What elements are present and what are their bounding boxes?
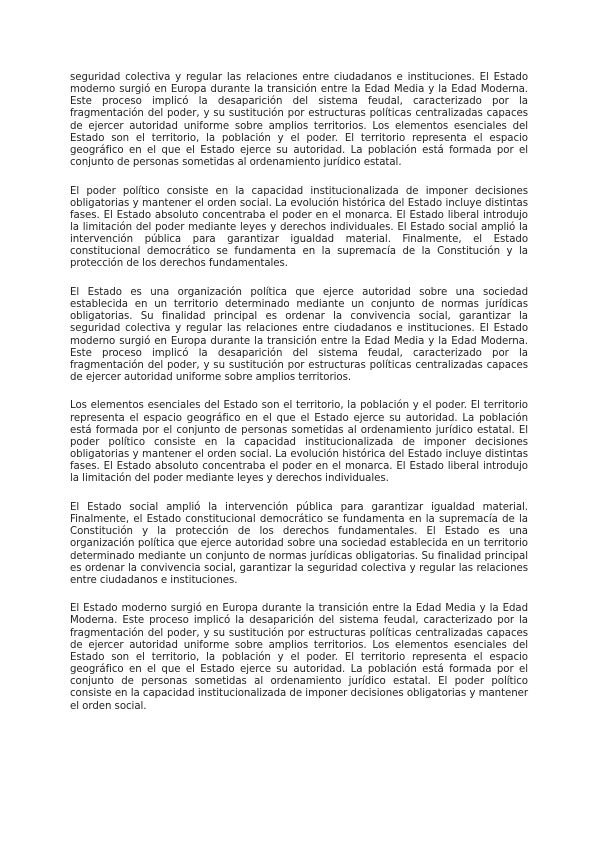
- paragraph-6: El Estado moderno surgió en Europa durante la transición entre la Edad Media y la Edad Moderna. Este proceso implicó la desaparición del sistema feudal, caracterizado por la fragmentación del poder, y su sustitución por estructuras políticas centralizadas capaces de ejercer autoridad uniforme sobre amplios territorios. Los elementos esenciales del Estado son el territorio, la población y el poder. El territorio representa el espacio geográfico en el que el Estado ejerce su autoridad. La población está formada por el conjunto de personas sometidas al ordenamiento jurídico estatal. El poder político consiste en la capacidad institucionalizada de imponer decisiones obligatorias y mantener el orden social.: [70, 603, 528, 712]
- paragraph-5: El Estado social amplió la intervención pública para garantizar igualdad material. Finalmente, el Estado constitucional democrático se fundamenta en la supremacía de la Constitución y la protección de los derechos fundamentales. El Estado es una organización política que ejerce autoridad sobre una sociedad establecida en un territorio determinado mediante un conjunto de normas jurídicas obligatorias. Su finalidad principal es ordenar la convivencia social, garantizar la seguridad colectiva y regular las relaciones entre ciudadanos e instituciones.: [70, 501, 528, 586]
- document-page: [70, 72, 528, 713]
- paragraph-2: El poder político consiste en la capacidad institucionalizada de imponer decisiones obligatorias y mantener el orden social. La evolución histórica del Estado incluye distintas fases. El Estado absoluto concentraba el poder en el monarca. El Estado liberal introdujo la limitación del poder mediante leyes y derechos individuales. El Estado social amplió la intervención pública para garantizar igualdad material. Finalmente, el Estado constitucional democrático se fundamenta en la supremacía de la Constitución y la protección de los derechos fundamentales.: [70, 185, 528, 270]
- paragraph-4: Los elementos esenciales del Estado son el territorio, la población y el poder. El territorio representa el espacio geográfico en el que el Estado ejerce su autoridad. La población está formada por el conjunto de personas sometidas al ordenamiento jurídico estatal. El poder político consiste en la capacidad institucionalizada de imponer decisiones obligatorias y mantener el orden social. La evolución histórica del Estado incluye distintas fases. El Estado absoluto concentraba el poder en el monarca. El Estado liberal introdujo la limitación del poder mediante leyes y derechos individuales.: [70, 400, 528, 485]
- paragraph-1: seguridad colectiva y regular las relaciones entre ciudadanos e instituciones. El Estado moderno surgió en Europa durante la transición entre la Edad Media y la Edad Moderna. Este proceso implicó la desaparición del sistema feudal, caracterizado por la fragmentación del poder, y su sustitución por estructuras políticas centralizadas capaces de ejercer autoridad uniforme sobre amplios territorios. Los elementos esenciales del Estado son el territorio, la población y el poder. El territorio representa el espacio geográfico en el que el Estado ejerce su autoridad. La población está formada por el conjunto de personas sometidas al ordenamiento jurídico estatal.: [70, 72, 528, 169]
- paragraph-3: El Estado es una organización política que ejerce autoridad sobre una sociedad establecida en un territorio determinado mediante un conjunto de normas jurídicas obligatorias. Su finalidad principal es ordenar la convivencia social, garantizar la seguridad colectiva y regular las relaciones entre ciudadanos e instituciones. El Estado moderno surgió en Europa durante la transición entre la Edad Media y la Edad Moderna. Este proceso implicó la desaparición del sistema feudal, caracterizado por la fragmentación del poder, y su sustitución por estructuras políticas centralizadas capaces de ejercer autoridad uniforme sobre amplios territorios.: [70, 286, 528, 384]
